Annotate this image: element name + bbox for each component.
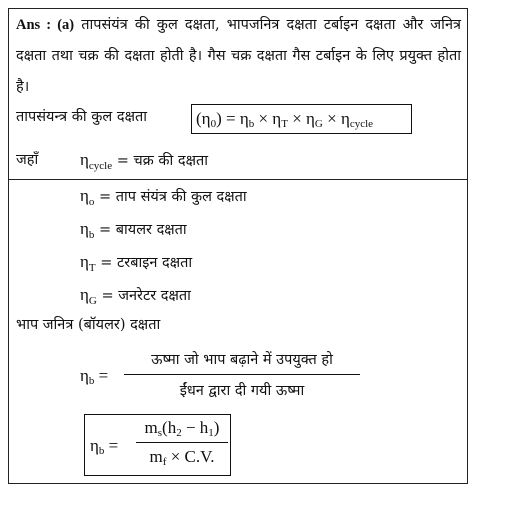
boiler-eta-lhs bbox=[80, 367, 108, 387]
formula-equals: = bbox=[108, 436, 119, 455]
num-minus-h: − h bbox=[181, 418, 209, 437]
where-label: जहाँ bbox=[16, 152, 39, 168]
formula-denominator bbox=[136, 443, 228, 468]
num-h: (h bbox=[162, 418, 177, 437]
num-h2-sub: 2 bbox=[176, 427, 182, 439]
answer-paragraph bbox=[16, 10, 461, 103]
def-eta: η bbox=[80, 186, 89, 205]
definition-item bbox=[80, 253, 192, 274]
formula-eta-sub: b bbox=[98, 445, 105, 457]
num-close: ) bbox=[213, 418, 220, 437]
def-sub: T bbox=[88, 261, 96, 274]
boiler-efficiency-label: भाप जनित्र (बॉयलर) दक्षता bbox=[16, 317, 161, 333]
eq-term1-sub: b bbox=[248, 118, 255, 130]
answer-intro-text: तापसंयंत्र की कुल दक्षता, भापजनित्र दक्षता टर्बाइन दक्षता और जनित्र दक्षता तथा चक्र की दक्षता होती है। गैस चक्र दक्षता गैस टर्बाइन के लिए प्रयुक्त होता है। bbox=[16, 17, 461, 95]
eq-lhs-sub: 0 bbox=[210, 118, 217, 130]
formula-fraction bbox=[136, 418, 228, 468]
eq-term3: × η bbox=[292, 109, 315, 128]
def-sub: o bbox=[88, 195, 95, 208]
formula-numerator bbox=[136, 418, 228, 442]
def-desc: = बायलर दक्षता bbox=[99, 222, 187, 238]
eq-lhs-close: ) bbox=[216, 109, 222, 128]
def-eta: η bbox=[80, 252, 89, 271]
boiler-numerator: ऊष्मा जो भाप बढ़ाने में उपयुक्त हो bbox=[151, 352, 333, 368]
eq-term4-sub: cycle bbox=[349, 118, 374, 130]
def-sub: b bbox=[88, 228, 95, 241]
formula-eta-lhs bbox=[90, 437, 118, 457]
formula-eta: η bbox=[90, 436, 99, 455]
overall-efficiency-label: तापसंयन्त्र की कुल दक्षता bbox=[16, 109, 147, 125]
def-eta: η bbox=[80, 219, 89, 238]
definition-item bbox=[80, 220, 187, 241]
definition-item bbox=[80, 286, 191, 307]
boiler-equals: = bbox=[98, 366, 109, 385]
boiler-denominator: ईंधन द्वारा दी गयी ऊष्मा bbox=[179, 383, 305, 399]
eq-term1: = η bbox=[225, 109, 249, 128]
section-divider bbox=[8, 179, 468, 180]
definition-item bbox=[80, 187, 247, 208]
def-desc: = ताप संयंत्र की कुल दक्षता bbox=[99, 189, 247, 205]
eq-term3-sub: G bbox=[314, 118, 323, 130]
eq-term2: × η bbox=[258, 109, 282, 128]
def-desc: = टरबाइन दक्षता bbox=[100, 255, 193, 271]
num-h1-sub: 1 bbox=[208, 427, 214, 439]
where-cycle-sub: cycle bbox=[88, 159, 113, 172]
where-cycle-definition bbox=[80, 151, 208, 172]
eq-term4: × η bbox=[327, 109, 350, 128]
num-m-sub: s bbox=[157, 427, 163, 439]
den-cv: × C.V. bbox=[166, 447, 215, 466]
den-m: m bbox=[149, 447, 163, 466]
overall-efficiency-equation bbox=[196, 110, 373, 130]
def-sub: G bbox=[88, 294, 97, 307]
answer-label: Ans : (a) bbox=[16, 17, 75, 33]
eq-term2-sub: T bbox=[281, 118, 288, 130]
eq-lhs: (η bbox=[196, 109, 211, 128]
boiler-eta: η bbox=[80, 366, 89, 385]
def-desc: = जनरेटर दक्षता bbox=[101, 288, 191, 304]
def-eta: η bbox=[80, 285, 89, 304]
num-m: m bbox=[144, 418, 158, 437]
boiler-fraction bbox=[124, 349, 360, 400]
where-eta: η bbox=[80, 150, 89, 169]
den-m-sub: f bbox=[162, 456, 167, 468]
boiler-eta-sub: b bbox=[88, 375, 95, 387]
where-cycle-desc: = चक्र की दक्षता bbox=[116, 153, 209, 169]
